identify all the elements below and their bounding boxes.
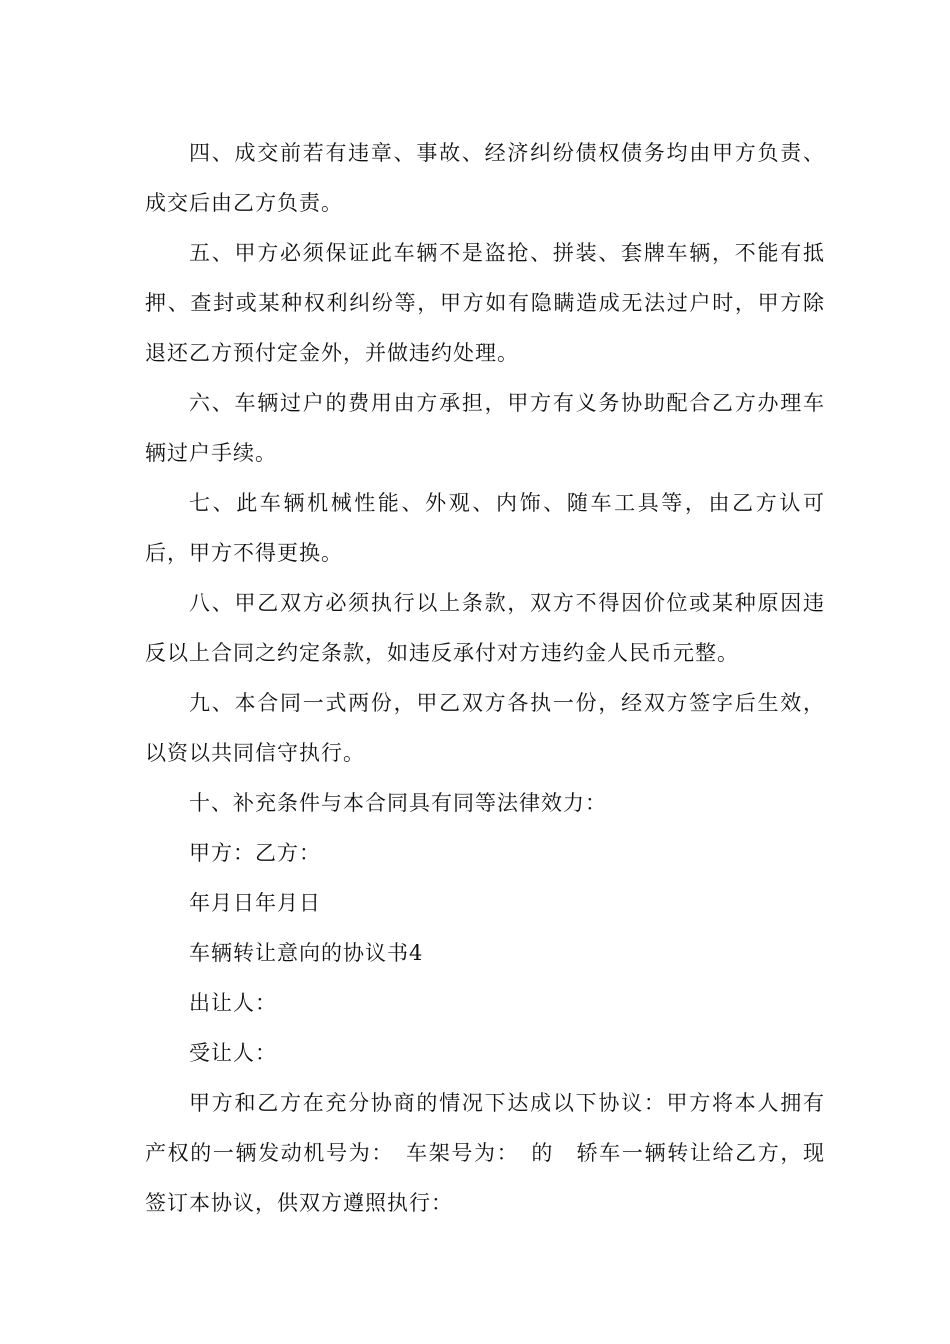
clause-8: 八、甲乙双方必须执行以上条款，双方不得因价位或某种原因违反以上合同之约定条款，如违反承付对方违约金人民币元整。 [145, 591, 825, 665]
agreement-intro: 甲方和乙方在充分协商的情况下达成以下协议：甲方将本人拥有产权的一辆发动机号为： 车架号为： 的 轿车一辆转让给乙方，现签订本协议，供双方遵照执行： [145, 1091, 825, 1215]
section-title: 车辆转让意向的协议书4 [189, 941, 424, 965]
clause-4: 四、成交前若有违章、事故、经济纠纷债权债务均由甲方负责、成交后由乙方负责。 [145, 141, 825, 215]
document-body [145, 128, 825, 1228]
clause-6: 六、车辆过户的费用由方承担，甲方有义务协助配合乙方办理车辆过户手续。 [145, 391, 825, 465]
clause-10: 十、补充条件与本合同具有同等法律效力： [189, 791, 607, 815]
signature-parties: 甲方：乙方： [189, 841, 321, 865]
clause-5: 五、甲方必须保证此车辆不是盗抢、拼装、套牌车辆，不能有抵押、查封或某种权利纠纷等，甲方如有隐瞒造成无法过户时，甲方除退还乙方预付定金外，并做违约处理。 [145, 241, 825, 365]
transferee-line: 受让人： [189, 1041, 277, 1065]
clause-9: 九、本合同一式两份，甲乙双方各执一份，经双方签字后生效，以资以共同信守执行。 [145, 691, 825, 765]
signature-dates: 年月日年月日 [189, 891, 321, 915]
transferor-line: 出让人： [189, 991, 277, 1015]
clause-7: 七、此车辆机械性能、外观、内饰、随车工具等，由乙方认可后，甲方不得更换。 [145, 491, 825, 565]
